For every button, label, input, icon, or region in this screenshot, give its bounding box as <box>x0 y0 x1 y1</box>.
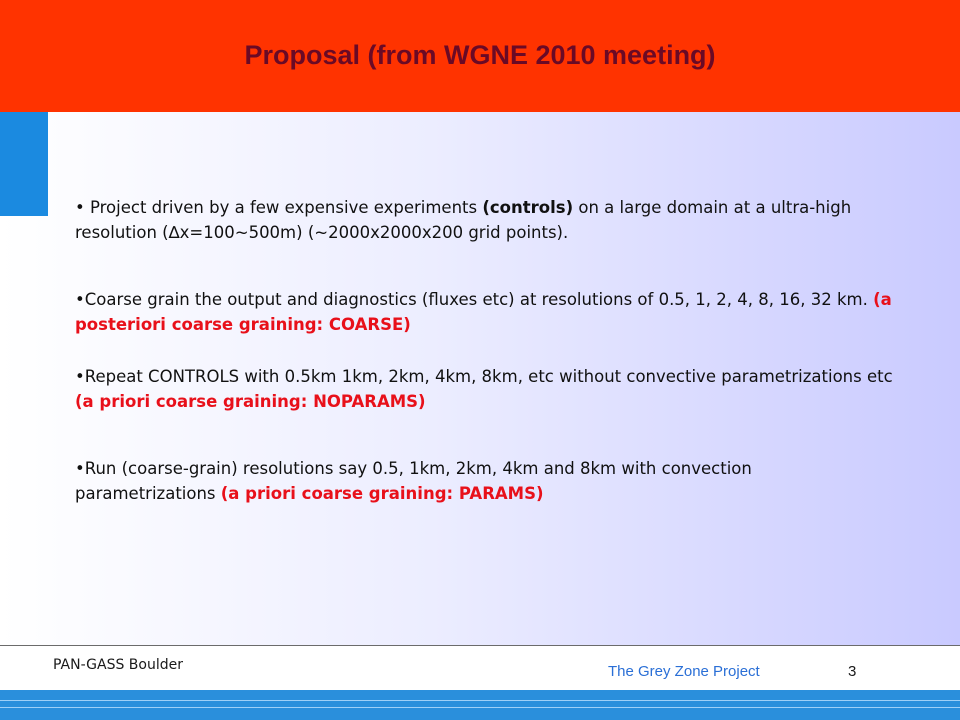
bottom-bar <box>0 690 960 720</box>
bullet-noparams <box>75 364 895 414</box>
params-label: (a priori coarse graining: PARAMS) <box>220 484 544 503</box>
footer-event: PAN-GASS Boulder <box>53 657 183 673</box>
page-number: 3 <box>848 663 857 680</box>
controls-emphasis: (controls) <box>482 198 574 217</box>
bottom-stripe <box>0 700 960 701</box>
bullet-controls <box>75 195 895 245</box>
slide-title: Proposal (from WGNE 2010 meeting) <box>244 40 716 70</box>
delta-symbol: ∆ <box>168 223 180 242</box>
noparams-label: (a priori coarse graining: NOPARAMS) <box>75 392 426 411</box>
bullet-text: •Coarse grain the output and diagnostics (fluxes etc) at resolutions of 0.5, 1, 2, 4, 8, 16, 32 km. <box>75 290 874 309</box>
bullet-text: x=100~500m) (~2000x2000x200 grid points). <box>179 223 569 242</box>
footer-project: The Grey Zone Project <box>608 663 760 680</box>
footer-divider <box>0 645 960 646</box>
bullet-params <box>75 456 895 506</box>
bullet-text: •Run (coarse-grain) resolutions say 0.5, 1km, 2km, 4km and 8km with convection parametrizations <box>75 459 752 503</box>
bottom-stripe <box>0 707 960 708</box>
bullet-text: •Repeat CONTROLS with 0.5km 1km, 2km, 4km, 8km, etc without convective parametrizations etc <box>75 367 893 386</box>
bullet-text: • Project driven by a few expensive experiments <box>75 198 483 217</box>
bullet-coarse <box>75 287 895 337</box>
side-accent-bar <box>0 112 48 216</box>
coarse-label: (a posteriori coarse graining: COARSE) <box>75 290 892 334</box>
bullet-text: on a large domain at a ultra-high resolution ( <box>75 198 852 242</box>
